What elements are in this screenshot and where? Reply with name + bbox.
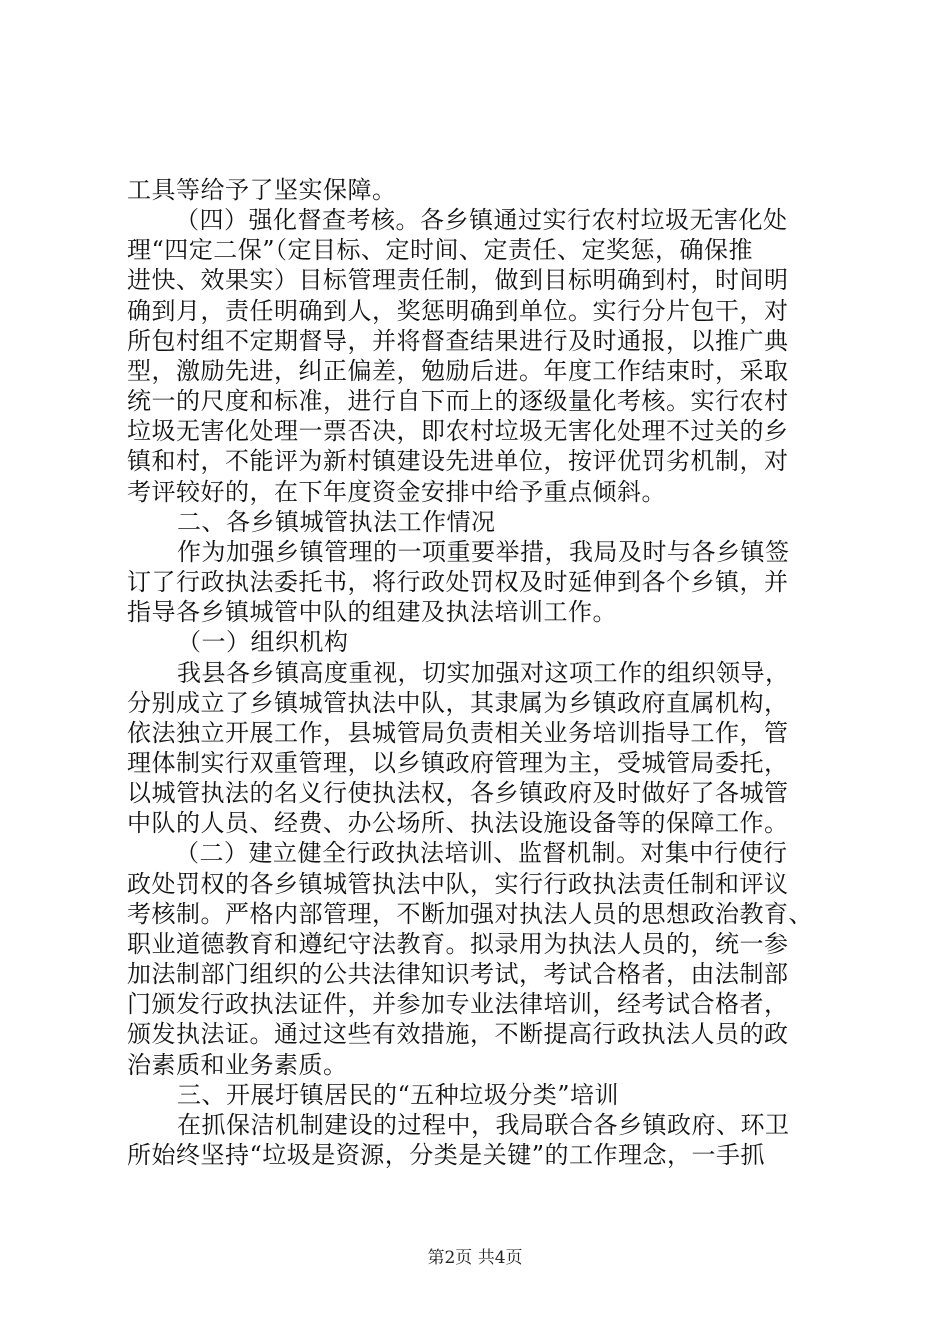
text-line: （四）强化督查考核。各乡镇通过实行农村垃圾无害化处 <box>175 206 788 234</box>
subsection-heading: （一）组织机构 <box>177 628 349 656</box>
text-line: 加法制部门组织的公共法律知识考试，考试合格者，由法制部 <box>127 960 789 988</box>
text-line: （二）建立健全行政执法培训、监督机制。对集中行使行 <box>175 839 788 867</box>
text-line: 垃圾无害化处理一票否决，即农村垃圾无害化处理不过关的乡 <box>127 417 789 445</box>
text-line: 进快、效果实）目标管理责任制，做到目标明确到村，时间明 <box>127 266 789 294</box>
text-line: 颁发执法证。通过这些有效措施，不断提高行政执法人员的政 <box>127 1020 789 1048</box>
text-line: 我县各乡镇高度重视，切实加强对这项工作的组织领导， <box>177 659 790 687</box>
text-line: 以城管执法的名义行使执法权，各乡镇政府及时做好了各城管 <box>127 779 789 807</box>
text-line: 理体制实行双重管理，以乡镇政府管理为主，受城管局委托， <box>127 749 789 777</box>
text-line: 依法独立开展工作，县城管局负责相关业务培训指导工作，管 <box>127 719 789 747</box>
text-line: 理“四定二保”（定目标、定时间、定责任、定奖惩，确保推 <box>127 236 754 264</box>
text-line: 确到月，责任明确到人，奖惩明确到单位。实行分片包干，对 <box>127 297 789 325</box>
text-line: 型，激励先进，纠正偏差，勉励后进。年度工作结束时，采取 <box>127 357 789 385</box>
text-line: 治素质和业务素质。 <box>127 1051 348 1079</box>
text-line: 所包村组不定期督导，并将督查结果进行及时通报，以推广典 <box>127 327 789 355</box>
text-line: 分别成立了乡镇城管执法中队，其隶属为乡镇政府直属机构， <box>127 689 789 717</box>
text-line: 考评较好的，在下年度资金安排中给予重点倾斜。 <box>127 478 666 506</box>
text-line: 镇和村，不能评为新村镇建设先进单位，按评优罚劣机制，对 <box>127 447 789 475</box>
text-line: 所始终坚持“垃圾是资源，分类是关键”的工作理念，一手抓 <box>127 1141 766 1169</box>
text-line: 职业道德教育和遵纪守法教育。拟录用为执法人员的，统一参 <box>127 930 789 958</box>
section-heading: 二、各乡镇城管执法工作情况 <box>177 508 496 536</box>
text-line: 中队的人员、经费、办公场所、执法设施设备等的保障工作。 <box>127 809 789 837</box>
page-number-footer: 第2页 共4页 <box>427 1248 523 1268</box>
text-line: 在抓保洁机制建设的过程中，我局联合各乡镇政府、环卫 <box>177 1111 790 1139</box>
text-line: 订了行政执法委托书，将行政处罚权及时延伸到各个乡镇，并 <box>127 568 789 596</box>
text-line: 工具等给予了坚实保障。 <box>127 176 397 204</box>
text-line: 作为加强乡镇管理的一项重要举措，我局及时与各乡镇签 <box>177 538 790 566</box>
section-heading: 三、开展圩镇居民的“五种垃圾分类”培训 <box>177 1081 620 1109</box>
text-line: 指导各乡镇城管中队的组建及执法培训工作。 <box>127 598 617 626</box>
text-line: 统一的尺度和标准，进行自下而上的逐级量化考核。实行农村 <box>127 387 789 415</box>
text-line: 门颁发行政执法证件，并参加专业法律培训，经考试合格者， <box>127 990 789 1018</box>
text-line: 政处罚权的各乡镇城管执法中队，实行行政执法责任制和评议 <box>127 870 789 898</box>
text-line: 考核制。严格内部管理，不断加强对执法人员的思想政治教育、 <box>127 900 813 928</box>
